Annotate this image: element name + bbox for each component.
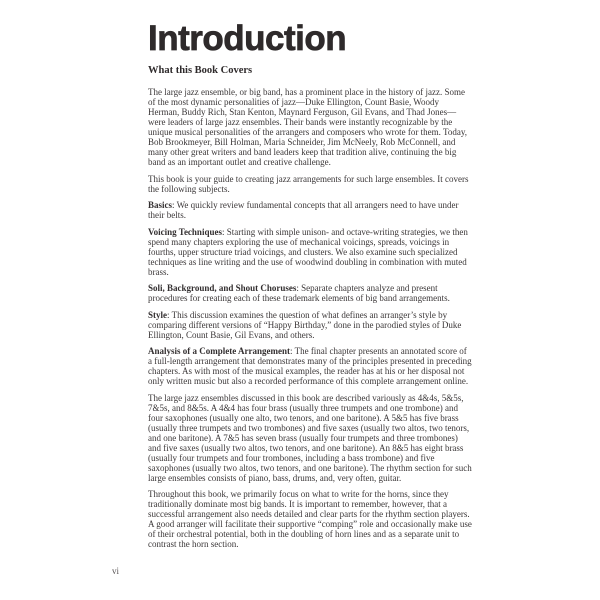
paragraph-rhythm-section-focus <box>148 489 472 549</box>
paragraph-soli-background-shout <box>148 283 472 303</box>
paragraph-lead: Soli, Background, and Shout Choruses <box>148 283 297 293</box>
paragraph-overview <box>148 174 472 194</box>
body-text <box>148 87 472 549</box>
paragraph-text: : We quickly review fundamental concepts that all arrangers need to have under their belts. <box>148 200 459 220</box>
paragraph-text: The large jazz ensemble, or big band, has a prominent place in the history of jazz. Some of the most dynamic personalities of jazz—Duke Ellington, Count Basie, Woody Herman, Buddy Rich, Stan Kenton, Maynard Ferguson, Gil Evans, and Thad Jones—were leaders of large jazz ensembles. Their bands were instantly recognizable by the unique musical personalities of the arrangers and composers who wrote for them. Today, Bob Brookmeyer, Bill Holman, Maria Schneider, Jim McNeely, Rob McConnell, and many other great writers and band leaders keep that tradition alive, continuing the big band as an important outlet and creative challenge. <box>148 87 468 167</box>
paragraph-text: : This discussion examines the question of what defines an arranger’s style by comparing different versions of “Happy Birthday,” done in the parodied styles of Duke Ellington, Count Basie, Gil Evans, and others. <box>148 309 462 340</box>
paragraph-text: This book is your guide to creating jazz arrangements for such large ensembles. It covers the following subjects. <box>148 173 469 194</box>
paragraph-text: : Separate chapters analyze and present procedures for creating each of these trademark elements of big band arrangements. <box>148 283 450 303</box>
page-number: vi <box>112 566 120 576</box>
page-content <box>148 20 472 556</box>
paragraph-analysis <box>148 346 472 386</box>
paragraph-lead: Analysis of a Complete Arrangement <box>148 346 290 356</box>
paragraph-intro <box>148 87 472 167</box>
paragraph-ensemble-types <box>148 393 472 483</box>
paragraph-lead: Basics <box>148 200 173 210</box>
paragraph-text: : Starting with simple unison- and octave-writing strategies, we then spend many chapters exploring the use of mechanical voicings, spreads, voicings in fourths, upper structure triad voicings, and clusters. We also examine such specialized techniques as line writing and the use of woodwind doubling in combination with muted brass. <box>148 226 468 277</box>
paragraph-lead: Voicing Techniques <box>148 226 222 237</box>
paragraph-lead: Style <box>148 309 167 320</box>
page-title: Introduction <box>148 19 347 58</box>
paragraph-text: The large jazz ensembles discussed in this book are described variously as 4&4s, 5&5s, 7&5s, and 8&5s. A 4&4 has four brass (usually three trumpets and one trombone) and four saxophones (usually one alto, two tenors, and one baritone). A 5&5 has five brass (usually three trumpets and two trombones) and five saxes (usually two altos, two tenors, and one baritone). A 7&5 has seven brass (usually four trumpets and three trombones) and five saxes (usually two altos, two tenors, and one baritone). An 8&5 has eight brass (usually four trumpets and four trombones, including a bass trombone) and five saxophones (usually two altos, two tenors, and one baritone). The rhythm section for such large ensembles consists of piano, bass, drums, and, very often, guitar. <box>148 392 472 483</box>
paragraph-style <box>148 310 472 340</box>
paragraph-voicing-techniques <box>148 227 472 277</box>
paragraph-basics <box>148 200 472 220</box>
paragraph-text: Throughout this book, we primarily focus on what to write for the horns, since they traditionally dominate most big bands. It is important to remember, however, that a successful arrangement also needs detailed and clear parts for the rhythm section players. A good arranger will facilitate their supportive “comping” role and occasionally make use of their orchestral potential, both in the doubling of horn lines and as a separate unit to contrast the horn section. <box>148 489 472 549</box>
section-heading: What this Book Covers <box>148 65 253 76</box>
paragraph-text: : The final chapter presents an annotated score of a full-length arrangement that demonstrates many of the principles presented in preceding chapters. As with most of the musical examples, the reader has at his or her disposal not only written music but also a recorded performance of this complete arrangement online. <box>148 346 472 386</box>
